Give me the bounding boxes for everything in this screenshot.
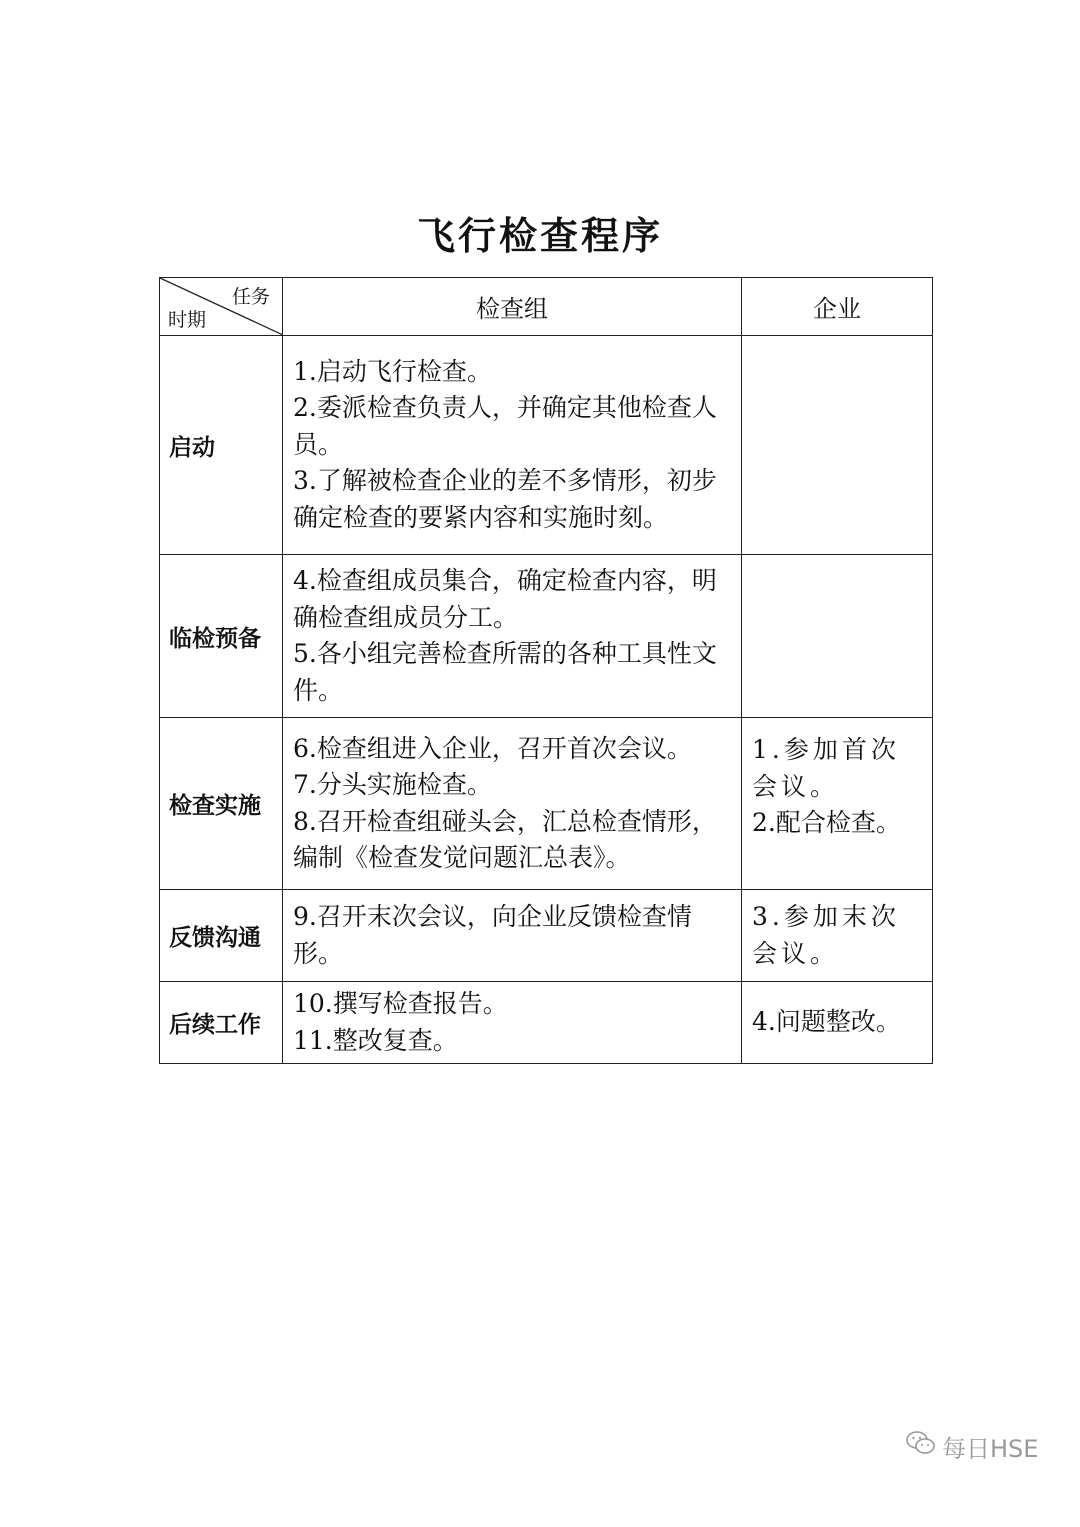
wechat-icon [906,1430,936,1462]
list-item: 6.检查组进入企业，召开首次会议。 [293,733,692,763]
table-row [160,982,933,1064]
list-item: 4.检查组成员集合，确定检查内容，明确检查组成员分工。 [293,566,717,632]
table-row [160,336,933,555]
list-item: 9.召开末次会议，向企业反馈检查情形。 [293,902,692,968]
table-row [160,718,933,890]
list-item: 2.委派检查负责人，并确定其他检查人员。 [293,393,717,459]
stage-cell: 反馈沟通 [160,890,283,982]
enterprise-cell [742,718,933,890]
procedure-table [159,277,933,1064]
list-item: 10.撰写检查报告。 [293,989,508,1018]
inspection-cell [283,336,742,555]
page-title: 飞行检查程序 [416,214,663,258]
list-item: 8.召开检查组碰头会，汇总检查情形，编制《检查发觉问题汇总表》。 [293,806,717,872]
table-header-row [160,278,933,336]
stage-cell: 检查实施 [160,718,283,890]
header-period-label: 时期 [168,309,207,331]
list-item: 11.整改复查。 [293,1025,458,1055]
stage-cell: 启动 [160,336,283,555]
list-item: 1.启动飞行检查。 [293,356,492,386]
enterprise-cell [742,982,933,1064]
inspection-cell [283,555,742,718]
enterprise-cell [742,555,933,718]
watermark-text: 每日HSE [942,1434,1039,1463]
list-item: 3.参加末次会议。 [752,902,900,968]
list-item: 2.配合检查。 [752,808,901,837]
list-item: 7.分头实施检查。 [293,770,492,799]
watermark [906,1428,1038,1464]
header-task-label: 任务 [231,286,270,308]
stage-cell: 临检预备 [160,555,283,718]
inspection-cell [283,982,742,1064]
table-row [160,555,933,718]
list-item: 3.了解被检查企业的差不多情形，初步确定检查的要紧内容和实施时刻。 [293,466,717,532]
header-enterprise: 企业 [742,278,933,336]
list-item: 5.各小组完善检查所需的各种工具性文件。 [293,639,717,705]
table-row [160,890,933,982]
header-inspection-group: 检查组 [283,278,742,336]
enterprise-cell [742,336,933,555]
inspection-cell [283,890,742,982]
enterprise-cell [742,890,933,982]
list-item: 1.参加首次会议。 [752,735,900,801]
header-corner-cell [160,278,283,336]
list-item: 4.问题整改。 [752,1007,901,1037]
inspection-cell [283,718,742,890]
stage-cell: 后续工作 [160,982,283,1064]
